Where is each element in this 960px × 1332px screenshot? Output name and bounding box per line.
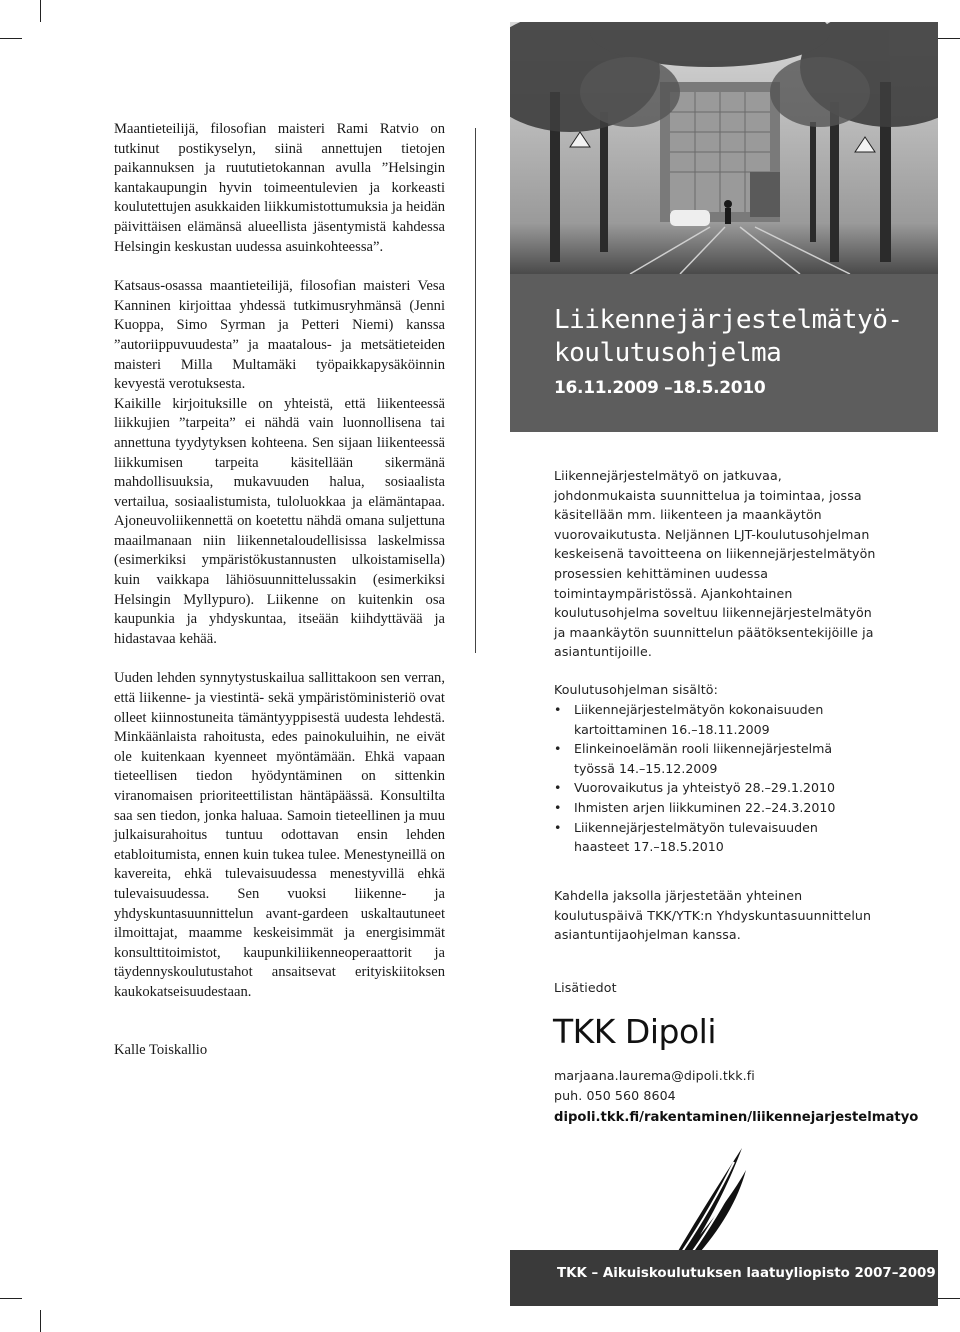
- program-title-line: koulutusohjelma: [554, 338, 782, 368]
- list-item-text: Ihmisten arjen liikkuminen 22.–24.3.2010: [574, 799, 836, 815]
- crop-mark: [0, 1298, 22, 1299]
- program-banner: [510, 274, 938, 432]
- list-item-text: Liikennejärjestelmätyön kokonaisuuden: [574, 702, 824, 717]
- list-item-text: kartoittaminen 16.–18.11.2009: [574, 721, 770, 737]
- org-name: TKK Dipoli: [553, 1012, 716, 1051]
- shared-day-note: Kahdella jaksolla järjestetään yhteinen koulutuspäivä TKK/YTK:n Yhdyskuntasuunnittelun asiantuntijaohjelman kanssa.: [554, 888, 872, 943]
- footer-bar: [510, 1250, 938, 1306]
- bullet-icon: •: [554, 819, 562, 835]
- contents-list: [554, 700, 884, 857]
- list-item: [554, 700, 884, 739]
- list-item: [554, 778, 884, 798]
- crop-mark: [40, 0, 41, 22]
- bullet-icon: •: [554, 780, 562, 796]
- article-paragraph: Kaikille kirjoituksille on yhteistä, että liikenteessä liikkujien ”tarpeita” ei nähdä vain luonnollisena tai annettuna tyydytyksen kohteena. Sen sijaan liikenteessä liikkumisen tarpeita käsitellään sikermänä mahdollisuuksia, mukavuuden halua, sosiaalista vertailua, sosiaalistumista, tuloluokkaa ja elämäntapaa. Ajoneuvoliikennettä on koetettu nähdä omana suljettuna maailmanaan niin liikennetaloudellisissa laskelmissa (esimerkiksi ympäristökustannusten ulkoistamisella) kuin vaikkapa lähiösuunnittelussakin (esimerkiksi Helsingin Myllypuro). Liikenne on kuitenkin osa kaupunkia ja yhdyskuntaa, itseään kiihdyttävää ja hidastavaa kehää.: [114, 395, 445, 647]
- list-item: [554, 818, 884, 857]
- contents-heading: Koulutusohjelman sisältö:: [554, 682, 718, 697]
- bullet-icon: •: [554, 702, 562, 717]
- author-signature: Kalle Toiskallio: [114, 1042, 208, 1058]
- list-item-text: Elinkeinoelämän rooli liikennejärjestelmä: [574, 741, 833, 757]
- street-photo: [510, 22, 938, 274]
- program-dates: 16.11.2009 –18.5.2010: [554, 378, 766, 398]
- article-paragraph: Uuden lehden synnytystuskailua sallittakoon sen verran, että liikenne- ja viestintä- sekä ympäristöministeriö ovat olleet kiinnostuneita tämäntyyppisestä uudesta lehdestä. Minkäänlaista rahoitusta, edes painokuluihin, ne eivät ole kuitenkaan kyenneet myöntämään. Ehkä vapaan tieteellisen tiedon hyödyntäminen on sittenkin viranomaisen prioriteettilistan häntäpäässä. Konsultilta saa sen tiedon, jonka haluaa. Samoin tieteellinen ja muu julkaisurahoitus tuntuu odottavan ensin lehden etabloitumista, ennen kuin tukea tulee. Menestyneillä on kavereita, ehkä tulevaisuudessa menestyvillä ehkä tulevaisuudessa. Sen vuoksi liikenne- ja yhdyskuntasuunnittelun avant-gardeen uskaltautuneet ilmoittajat, maamme keskeisimmät ja energisimmät konsulttitoimistot, kaupunkiliikenneoperaattorit ja täydennyskoulutustahot ansaitsevat erityiskiitoksen kaukokatseisuudestaan.: [114, 670, 445, 1000]
- program-intro: Liikennejärjestelmätyö on jatkuvaa, johdonmukaista suunnittelua ja toimintaa, jossa käsitellään mm. liikenteen ja maankäytön vuorovaikutusta. Neljännen LJT-koulutusohjelman keskeisenä tavoitteena on liikennejärjestelmätyön prosessien kehittäminen uudessa toimintaympäristössä. Ajankohtainen koulutusohjelma soveltuu liikennejärjestelmätyön ja maankäytön suunnittelun päätöksentekijöille ja asiantuntijoille.: [554, 468, 876, 660]
- program-url-link[interactable]: dipoli.tkk.fi/rakentaminen/liikennejarjestelmatyo: [554, 1110, 919, 1125]
- crop-mark: [0, 38, 22, 39]
- program-title: [554, 304, 903, 370]
- phone-number: puh. 050 560 8604: [554, 1087, 676, 1103]
- list-item: [554, 739, 884, 778]
- article-column: [114, 120, 445, 1023]
- list-item-text: Vuorovaikutus ja yhteistyö 28.–29.1.2010: [574, 780, 836, 796]
- list-item: [554, 798, 884, 818]
- column-divider: [475, 128, 476, 653]
- list-item-text: Liikennejärjestelmätyön tulevaisuuden: [574, 819, 818, 835]
- more-info-label: Lisätiedot: [554, 980, 617, 995]
- crop-mark: [40, 1310, 41, 1332]
- crop-mark: [938, 38, 960, 39]
- email-link[interactable]: marjaana.laurema@dipoli.tkk.fi: [554, 1068, 755, 1083]
- list-item-text: haasteet 17.–18.5.2010: [574, 839, 724, 855]
- bullet-icon: •: [554, 799, 562, 815]
- article-paragraph: Maantieteilijä, filosofian maisteri Rami Ratvio on tutkinut postikyselyn, siinä annettujen tietojen paikannuksen ja ruututietokannan avulla ”Helsingin kantakaupungin hyvin toimeentulevien ja korkeasti koulutettujen asukkaiden liikkumistottumuksia ja heidän päivittäisen elämänsä alueellista jäsentymistä kahdessa Helsingin keskustan uudessa asuinkohteessa”.: [114, 121, 445, 255]
- bullet-icon: •: [554, 741, 562, 757]
- list-item-text: työssä 14.–15.12.2009: [574, 760, 718, 776]
- contact-block: [554, 1066, 884, 1105]
- article-paragraph: Katsaus-osassa maantieteilijä, filosofian maisteri Vesa Kanninen kirjoittaa yhdessä tutkimusryhmänsä (Jenni Kuoppa, Simo Syrman ja Petteri Niemi) kanssa ”autoriippuvuudesta” ja maatalous- ja metsätieteiden maisteri Milla Multamäki työpaikkapysäköinnin kevyestä verotuksesta.: [114, 278, 445, 393]
- crop-mark: [938, 1298, 960, 1299]
- program-title-line: Liikennejärjestelmätyö-: [554, 305, 903, 335]
- footer-text: TKK – Aikuiskoulutuksen laatuyliopisto 2007–2009: [557, 1266, 936, 1281]
